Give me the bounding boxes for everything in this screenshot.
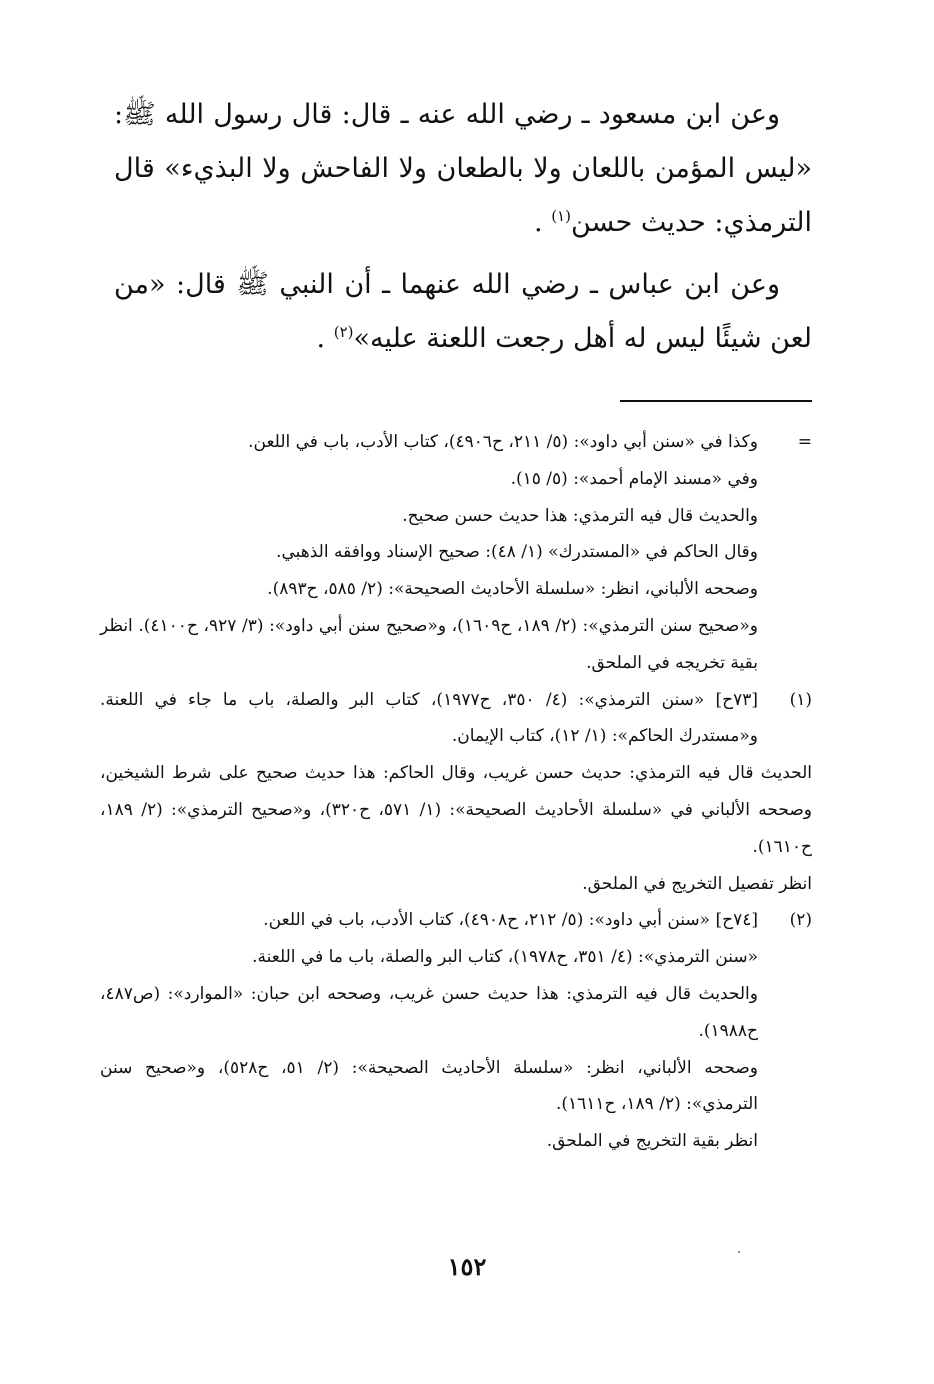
footnote-text: وكذا في «سنن أبي داود»: (٥/ ٢١١، ح٤٩٠٦)، كتاب الأدب، باب في اللعن. xyxy=(248,432,758,452)
footnotes xyxy=(100,424,812,1160)
footnote-2-line xyxy=(100,976,812,1050)
footnote-1-first-line xyxy=(100,682,812,756)
footnote-text: [٧٤ح] «سنن أبي داود»: (٥/ ٢١٢، ح٤٩٠٨)، كتاب الأدب، باب في اللعن. xyxy=(263,910,758,931)
footnote-ref-1: (١) xyxy=(551,207,571,225)
footnote-text: انظر تفصيل التخريج في الملحق. xyxy=(582,873,812,894)
footnote-text: وقال الحاكم في «المستدرك» (١/ ٤٨): صحيح الإسناد ووافقه الذهبي. xyxy=(276,542,758,563)
footnote-text: و«صحيح سنن الترمذي»: (٢/ ١٨٩، ح١٦٠٩)، و«صحيح سنن أبي داود»: (٣/ ٩٢٧، ح٤١٠٠). انظر بقية تخريجه في الملحق. xyxy=(100,615,758,673)
footnote-2-line xyxy=(100,1123,812,1160)
footnote-text: والحديث قال فيه الترمذي: هذا حديث حسن صحيح. xyxy=(402,505,758,526)
footnote-text: وصححه الألباني، انظر: «سلسلة الأحاديث الصحيحة»: (٢/ ٥١، ح٥٢٨)، و«صحيح سنن الترمذي»: (٢/ ١٨٩، ح١٦١١). xyxy=(100,1057,758,1115)
footnote-1-line xyxy=(100,755,812,865)
paragraph-end: . xyxy=(316,323,326,354)
footnote-text: انظر بقية التخريج في الملحق. xyxy=(546,1131,758,1152)
footnote-continuation-line xyxy=(100,534,812,571)
footnote-continuation-line xyxy=(100,461,812,498)
footnote-continuation-line xyxy=(100,608,812,682)
paragraph-ibn-masud xyxy=(114,88,812,250)
paragraph-text: وعن ابن عباس ـ رضي الله عنهما ـ أن النبي ﷺ قال: «من لعن شيئًا ليس له أهل رجعت اللعنة عليه» xyxy=(114,269,812,354)
paragraph-end: . xyxy=(534,207,543,238)
footnote-text: «سنن الترمذي»: (٤/ ٣٥١، ح١٩٧٨)، كتاب البر والصلة، باب ما في اللعنة. xyxy=(252,947,758,968)
footnote-continuation-line xyxy=(100,498,812,535)
footnote-text: [٧٣ح] «سنن الترمذي»: (٤/ ٣٥٠، ح١٩٧٧)، كتاب البر والصلة، باب ما جاء في اللعنة. و«مستدرك الحاكم»: (١/ ١٢)، كتاب الإيمان. xyxy=(100,689,759,747)
footnote-1-line xyxy=(100,866,812,903)
footnote-ref-2: (٢) xyxy=(333,323,354,341)
footnote-1 xyxy=(100,682,812,903)
paragraph-text: وعن ابن مسعود ـ رضي الله عنه ـ قال: قال رسول الله ﷺ: «ليس المؤمن باللعان ولا بالطعان ولا الفاحش ولا البذيء» قال الترمذي: حديث حسن xyxy=(114,99,812,238)
footnote-2 xyxy=(100,902,812,1160)
footnote-2-line xyxy=(100,939,812,976)
footnote-text: والحديث قال فيه الترمذي: هذا حديث حسن غريب، وصححه ابن حبان: «الموارد»: (ص٤٨٧، ح١٩٨٨). xyxy=(100,983,758,1041)
page-number: ١٥٢ xyxy=(447,1252,487,1281)
footnote-separator xyxy=(620,400,812,402)
continuation-marker: = xyxy=(797,432,812,452)
paragraph-ibn-abbas xyxy=(114,258,812,366)
footnote-text: وصححه الألباني، انظر: «سلسلة الأحاديث الصحيحة»: (٢/ ٥٨٥، ح٨٩٣). xyxy=(267,579,758,600)
footnote-2-marker: (٢) xyxy=(789,910,812,931)
footnote-1-marker: (١) xyxy=(789,689,812,710)
footnote-text: وفي «مسند الإمام أحمد»: (٥/ ١٥). xyxy=(510,468,758,489)
footnote-continuation-line xyxy=(100,571,812,608)
main-text xyxy=(114,88,812,374)
footnote-continuation-line xyxy=(100,424,812,461)
footnote-2-first-line xyxy=(100,902,812,939)
footnote-text: الحديث قال فيه الترمذي: حديث حسن غريب، وقال الحاكم: هذا حديث صحيح على شرط الشيخين، وصححه الألباني في «سلسلة الأحاديث الصحيحة»: (١/ ٥٧١، ح٣٢٠)، و«صحيح الترمذي»: (٢/ ١٨٩، ح١٦١٠). xyxy=(100,763,812,857)
footnote-2-line xyxy=(100,1050,812,1124)
